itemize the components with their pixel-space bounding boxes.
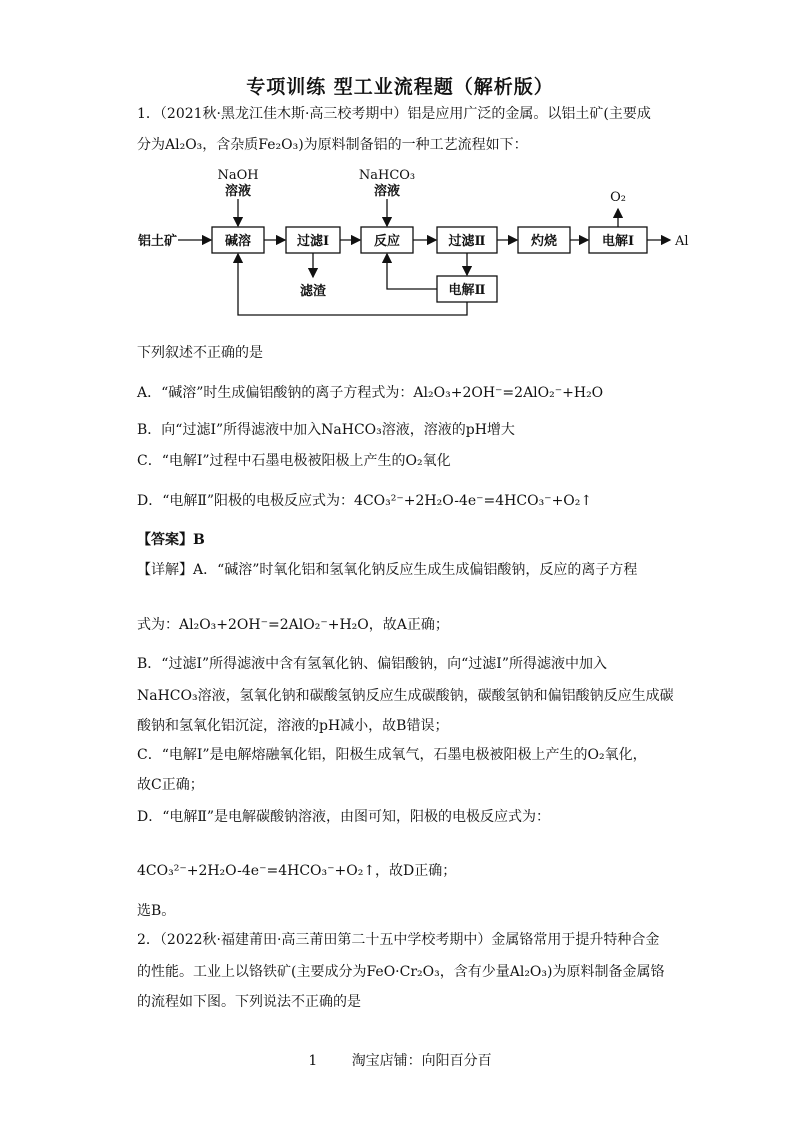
label-nahco3: NaHCO₃: [358, 168, 416, 183]
label-lvzha: 滤渣: [299, 284, 327, 299]
label-fanying: 反应: [373, 234, 401, 249]
page-footer: [0, 1050, 800, 1070]
q1-detail-b3: 酸钠和氢氧化铝沉淀，溶液的pH减小，故B错误；: [137, 718, 449, 734]
q1-prompt: 下列叙述不正确的是: [137, 345, 263, 361]
q1-detail-d2: 4CO₃²⁻+2H₂O-4e⁻=4HCO₃⁻+O₂↑，故D正确；: [137, 863, 457, 879]
label-dianjie2: 电解Ⅱ: [448, 283, 486, 298]
q2-stem-line3: 的流程如下图。下列说法不正确的是: [137, 994, 361, 1010]
label-jianrong: 碱溶: [224, 234, 252, 249]
q2-stem-line1: 2．（2022秋·福建莆田·高三莆田第二十五中学校考期中）金属铬常用于提升特种合金: [137, 932, 660, 948]
label-input: 铝土矿: [138, 234, 178, 249]
page-title: 专项训练 型工业流程题（解析版）: [246, 76, 554, 98]
q2-stem-line2: 的性能。工业上以铬铁矿(主要成分为FeO·Cr₂O₃，含有少量Al₂O₃)为原料制备金属铬: [137, 964, 665, 980]
shop-name: 淘宝店铺：向阳百分百: [351, 1053, 492, 1069]
q1-stem-line1: 1．（2021秋·黑龙江佳木斯·高三校考期中）铝是应用广泛的金属。以铝土矿(主要成: [137, 106, 651, 122]
q1-option-b: B．向“过滤Ⅰ”所得滤液中加入NaHCO₃溶液，溶液的pH增大: [137, 422, 515, 438]
q1-option-c: C．“电解Ⅰ”过程中石墨电极被阳极上产生的O₂氧化: [137, 453, 451, 469]
label-nahco3-solution: 溶液: [373, 184, 401, 199]
q1-detail-line1: 【详解】A．“碱溶”时氧化铝和氢氧化钠反应生成生成偏铝酸钠，反应的离子方程: [137, 562, 638, 578]
q1-answer: 【答案】B: [137, 532, 205, 548]
process-flow-diagram: [130, 165, 710, 325]
q1-choose: 选B。: [137, 903, 176, 919]
label-guolv2: 过滤Ⅱ: [448, 234, 486, 249]
label-dianjie1: 电解Ⅰ: [601, 234, 635, 249]
q1-detail-b2: NaHCO₃溶液，氢氧化钠和碳酸氢钠反应生成碳酸钠，碳酸氢钠和偏铝酸钠反应生成碳: [137, 688, 674, 704]
label-naoh: NaOH: [217, 168, 259, 183]
q1-option-a: A．“碱溶”时生成偏铝酸钠的离子方程式为：Al₂O₃+2OH⁻=2AlO₂⁻+H₂O: [137, 385, 604, 401]
q1-stem-line2: 分为Al₂O₃，含杂质Fe₂O₃)为原料制备铝的一种工艺流程如下：: [137, 137, 528, 153]
q1-detail-c2: 故C正确；: [137, 777, 204, 793]
q1-option-d: D．“电解Ⅱ”阳极的电极反应式为：4CO₃²⁻+2H₂O-4e⁻=4HCO₃⁻+O₂↑: [137, 493, 593, 509]
q1-detail-line2: 式为：Al₂O₃+2OH⁻=2AlO₂⁻+H₂O，故A正确；: [137, 617, 449, 633]
page-number: 1: [308, 1053, 318, 1069]
label-output: Al: [675, 234, 689, 249]
label-guolv1: 过滤Ⅰ: [296, 234, 330, 249]
label-o2: O₂: [610, 190, 626, 205]
q1-detail-c1: C．“电解Ⅰ”是电解熔融氧化铝，阳极生成氧气，石墨电极被阳极上产生的O₂氧化，: [137, 747, 647, 763]
label-naoh-solution: 溶液: [224, 184, 252, 199]
label-zhuoshao: 灼烧: [530, 234, 558, 249]
q1-detail-d1: D．“电解Ⅱ”是电解碳酸钠溶液，由图可知，阳极的电极反应式为：: [137, 809, 551, 825]
q1-detail-b1: B．“过滤Ⅰ”所得滤液中含有氢氧化钠、偏铝酸钠，向“过滤Ⅰ”所得滤液中加入: [137, 656, 607, 672]
